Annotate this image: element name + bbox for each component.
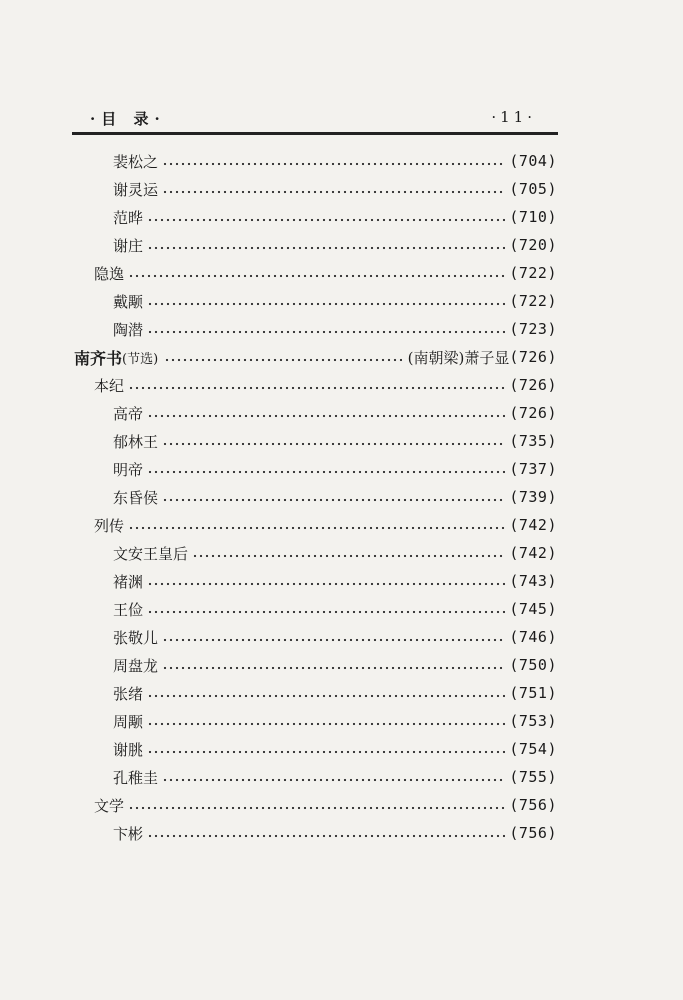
toc-entry-page: (746) [509,628,557,646]
book-note: (节选) [122,351,159,367]
page-number: ·11· [491,108,536,126]
dot-leader [147,694,505,698]
dot-leader [192,554,505,558]
dot-leader [128,386,505,390]
toc-entry-label: 褚渊 [113,572,144,591]
page-title: ·目 录· [90,110,166,128]
dot-leader [147,218,505,222]
dot-leader [128,806,505,810]
toc-entry-label: 谢朓 [113,740,144,759]
toc-entry-label: 高帝 [113,404,144,423]
toc-entry-label: 陶潜 [113,320,144,339]
toc-entry-page: (722) [509,264,557,282]
toc-entry[interactable] [113,290,557,312]
toc-book-entry[interactable] [74,346,557,368]
toc-entry[interactable] [113,486,557,508]
toc-entry-label: 范晔 [113,208,144,227]
toc-entry-label: 卞彬 [113,824,144,843]
toc-entry-page: (750) [509,656,557,674]
toc-entry-page: (755) [509,768,557,786]
toc-entry-page: (705) [509,180,557,198]
dot-leader [162,190,505,194]
dot-leader [162,442,505,446]
toc-entry-page: (722) [509,292,557,310]
dot-leader [147,246,505,250]
toc-entry-label: 明帝 [113,460,144,479]
toc-entry-label: 隐逸 [94,264,125,283]
toc-entry[interactable] [113,738,557,760]
dot-leader [162,498,505,502]
toc-entry-label: 周盘龙 [113,656,159,675]
dot-leader [162,638,505,642]
book-title: 南齐书 [74,348,123,368]
book-author: (南朝梁)萧子显 [407,348,510,367]
toc-entry-label: 谢庄 [113,236,144,255]
toc-section[interactable] [94,794,557,816]
toc-entry[interactable] [113,318,557,340]
dot-leader [162,778,505,782]
toc-entry-page: (756) [509,824,557,842]
toc-entry[interactable] [113,542,557,564]
toc-entry-label: 戴颙 [113,292,144,311]
toc-entry[interactable] [113,178,557,200]
toc-entry[interactable] [113,234,557,256]
toc-entry-page: (739) [509,488,557,506]
toc-entry-label: 周颙 [113,712,144,731]
dot-leader [147,330,505,334]
dot-leader [162,666,505,670]
toc-entry-page: (754) [509,740,557,758]
toc-entry[interactable] [113,430,557,452]
dot-leader [147,582,505,586]
toc-entry-page: (743) [509,572,557,590]
dot-leader [147,610,505,614]
toc-entry-page: (756) [509,796,557,814]
dot-leader [147,722,505,726]
toc-entry-page: (745) [509,600,557,618]
toc-entry-page: (723) [509,320,557,338]
toc-entry-label: 孔稚圭 [113,768,159,787]
toc-entry[interactable] [113,682,557,704]
toc-entry-label: 文安王皇后 [113,544,189,563]
dot-leader [164,358,401,362]
toc-entry[interactable] [113,402,557,424]
dot-leader [147,302,505,306]
header-rule [72,132,558,135]
dot-leader [147,750,505,754]
dot-leader [128,274,505,278]
toc-entry[interactable] [113,822,557,844]
toc-entry-page: (735) [509,432,557,450]
dot-leader [147,834,505,838]
toc-entry-label: 张敬儿 [113,628,159,647]
toc-section[interactable] [94,262,557,284]
toc-entry-page: (710) [509,208,557,226]
toc-entry-label: 列传 [94,516,125,535]
dot-leader [128,526,505,530]
toc-section[interactable] [94,514,557,536]
dot-leader [162,162,505,166]
toc-entry[interactable] [113,710,557,732]
toc-entry-page: (753) [509,712,557,730]
toc-entry[interactable] [113,626,557,648]
toc-entry-label: 裴松之 [113,152,159,171]
toc-entry-page: (742) [509,516,557,534]
toc-entry[interactable] [113,206,557,228]
toc-entry-page: (726) [509,376,557,394]
toc-entry-page: (720) [509,236,557,254]
dot-leader [147,414,505,418]
toc-entry[interactable] [113,654,557,676]
toc-entry-page: (742) [509,544,557,562]
toc-entry-page: (737) [509,460,557,478]
toc-entry[interactable] [113,150,557,172]
toc-entry-label: 郁林王 [113,432,159,451]
page-header [90,104,558,130]
toc-entry-label: 张绪 [113,684,144,703]
toc-entry[interactable] [113,458,557,480]
toc-entry-label: 文学 [94,796,125,815]
toc-entry-page: (704) [509,152,557,170]
toc-entry-page: (751) [509,684,557,702]
toc-entry-page: (726) [509,404,557,422]
toc-entry[interactable] [113,598,557,620]
toc-entry-label: 王俭 [113,600,144,619]
toc-section[interactable] [94,374,557,396]
toc-entry-page: (726) [509,348,557,366]
toc-entry-label: 本纪 [94,376,125,395]
toc-entry-label: 谢灵运 [113,180,159,199]
toc-entry[interactable] [113,766,557,788]
toc-entry[interactable] [113,570,557,592]
toc-entry-label: 东昏侯 [113,488,159,507]
dot-leader [147,470,505,474]
